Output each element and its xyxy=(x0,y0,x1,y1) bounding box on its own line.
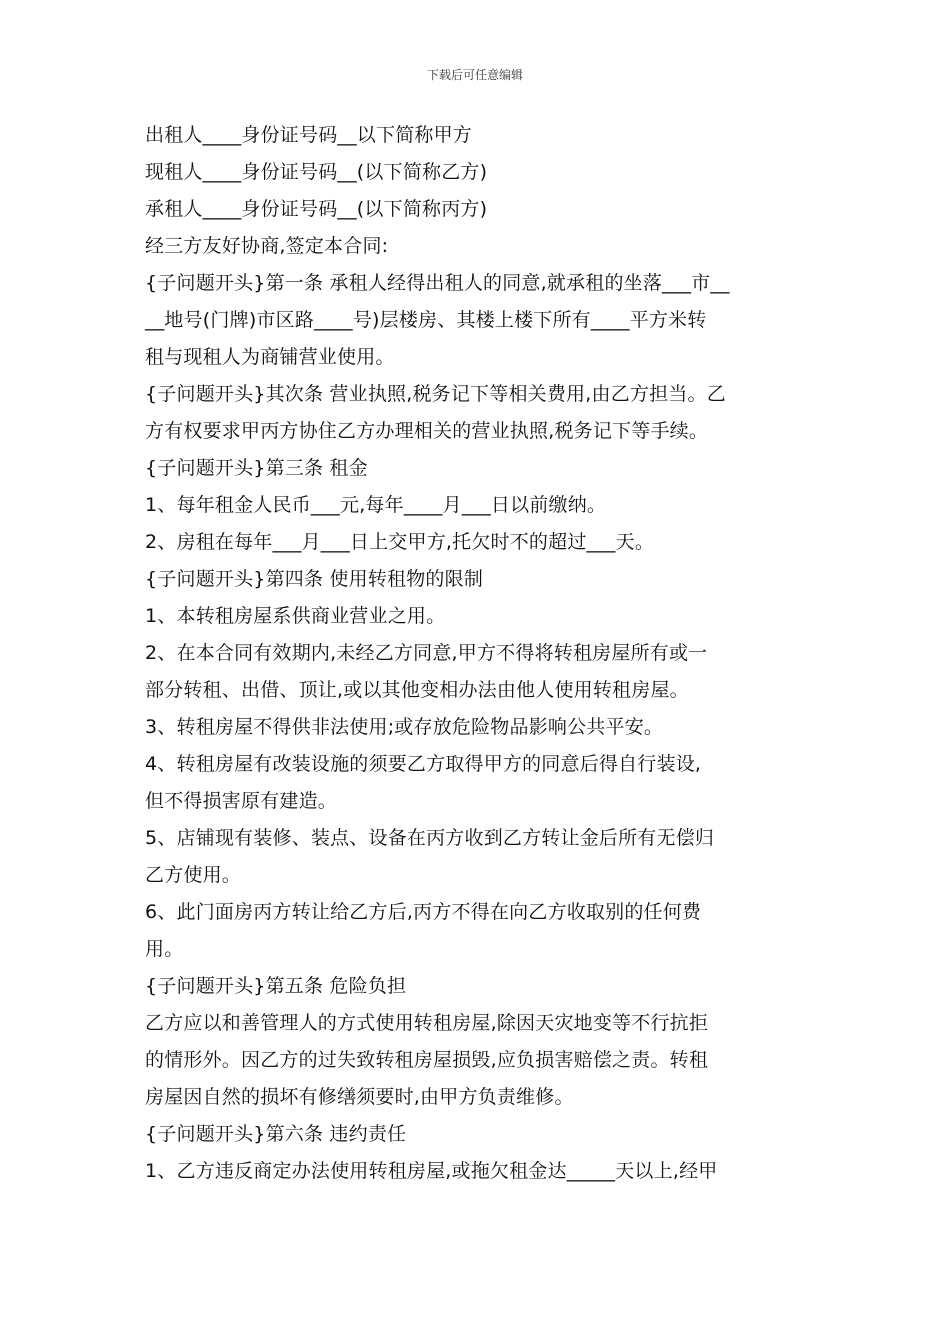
text-line: 承租人____身份证号码__(以下简称丙方) xyxy=(145,198,488,220)
text-line: 用。 xyxy=(145,938,184,960)
text-line: __地号(门牌)市区路____号)层楼房、其楼上楼下所有____平方米转 xyxy=(145,309,707,331)
text-line: {子问题开头}第三条 租金 xyxy=(145,457,368,479)
text-line: 但不得损害原有建造。 xyxy=(145,790,338,812)
document-body xyxy=(145,117,810,1190)
text-line: {子问题开头}第四条 使用转租物的限制 xyxy=(145,568,484,590)
text-line: 6、此门面房丙方转让给乙方后,丙方不得在向乙方收取别的任何费 xyxy=(145,901,702,923)
text-line: {子问题开头}第一条 承租人经得出租人的同意,就承租的坐落___市__ xyxy=(145,272,730,294)
text-line: 的情形外。因乙方的过失致转租房屋损毁,应负损害赔偿之责。转租 xyxy=(145,1049,709,1071)
text-line: 部分转租、出借、顶让,或以其他变相办法由他人使用转租房屋。 xyxy=(145,679,689,701)
text-line: 方有权要求甲丙方协住乙方办理相关的营业执照,税务记下等手续。 xyxy=(145,420,709,442)
text-line: 1、每年租金人民币___元,每年____月___日以前缴纳。 xyxy=(145,494,607,516)
text-line: {子问题开头}第五条 危险负担 xyxy=(145,975,407,997)
text-line: 5、店铺现有装修、装点、设备在丙方收到乙方转让金后所有无偿归 xyxy=(145,827,715,849)
text-line: 房屋因自然的损坏有修缮须要时,由甲方负责维修。 xyxy=(145,1086,574,1108)
text-line: 乙方应以和善管理人的方式使用转租房屋,除因天灾地变等不行抗拒 xyxy=(145,1012,709,1034)
text-line: 经三方友好协商,签定本合同: xyxy=(145,235,389,257)
text-line: {子问题开头}其次条 营业执照,税务记下等相关费用,由乙方担当。乙 xyxy=(145,383,726,405)
text-line: 出租人____身份证号码__以下简称甲方 xyxy=(145,124,473,146)
text-line: 4、转租房屋有改装设施的须要乙方取得甲方的同意后得自行装设, xyxy=(145,753,702,775)
text-line: 乙方使用。 xyxy=(145,864,242,886)
text-line: 1、本转租房屋系供商业营业之用。 xyxy=(145,605,446,627)
text-line: 租与现租人为商铺营业使用。 xyxy=(145,346,395,368)
text-line: 2、房租在每年___月___日上交甲方,托欠时不的超过___天。 xyxy=(145,531,655,553)
text-line: 2、在本合同有效期内,未经乙方同意,甲方不得将转租房屋所有或一 xyxy=(145,642,708,664)
page-header: 下载后可任意编辑 xyxy=(426,68,523,82)
text-line: 3、转租房屋不得供非法使用;或存放危险物品影响公共平安。 xyxy=(145,716,664,738)
text-line: {子问题开头}第六条 违约责任 xyxy=(145,1123,407,1145)
text-line: 现租人____身份证号码__(以下简称乙方) xyxy=(145,161,488,183)
text-line: 1、乙方违反商定办法使用转租房屋,或拖欠租金达_____天以上,经甲 xyxy=(145,1160,718,1182)
